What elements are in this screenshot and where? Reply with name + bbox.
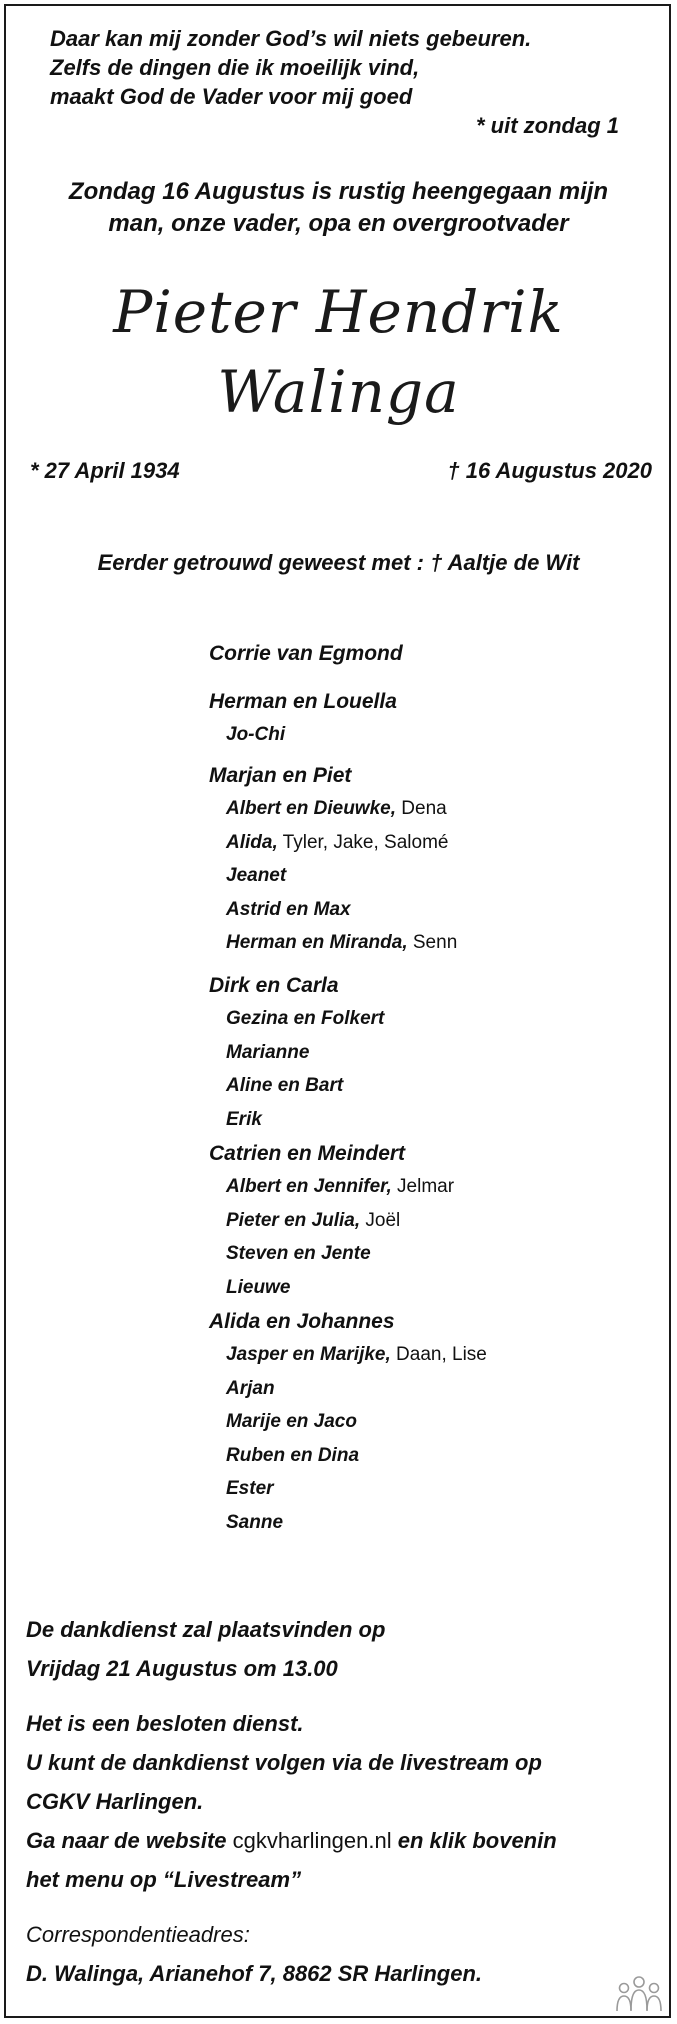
family-member [226,1075,343,1097]
family-member [226,1277,290,1299]
service-line: Vrijdag 21 Augustus om 13.00 [26,1656,338,1681]
member-children: Dena [396,798,447,819]
verse-line: Zelfs de dingen die ik moeilijk vind, [50,55,420,80]
service-line: het menu op “Livestream” [26,1867,302,1892]
announcement-line: Zondag 16 Augustus is rustig heengegaan mijn [68,178,609,205]
family-member [226,1243,371,1265]
family-member [226,899,351,921]
family-member [226,1512,283,1534]
service-text: en klik bovenin [391,1828,557,1853]
previous-marriage: Eerder getrouwd geweest met : † Aaltje de Wit [97,550,580,575]
member-name: Jeanet [226,865,287,886]
family-head: Catrien en Meindert [209,1142,406,1165]
service-text: Ga naar de website [26,1828,233,1853]
service-line: Het is een besloten dienst. [26,1711,304,1736]
member-name: Albert en Dieuwke, [226,798,396,819]
member-name: Steven en Jente [226,1243,371,1264]
family-head: Marjan en Piet [209,764,352,787]
member-name: Ruben en Dina [226,1444,360,1466]
verse-line: maakt God de Vader voor mij goed [50,84,413,109]
family-member [226,1210,400,1232]
deceased-name-last: Walinga [217,358,460,426]
member-name: Lieuwe [226,1276,291,1298]
family-member [226,832,448,854]
birth-date: * 27 April 1934 [30,458,180,483]
family-member [226,865,286,887]
family-member [226,1109,262,1131]
verse-line: Daar kan mij zonder God’s wil niets gebeuren. [50,26,532,51]
family-member [226,1042,309,1064]
family-member [226,1478,274,1500]
family-head: Dirk en Carla [209,974,339,997]
announcement-line: man, onze vader, opa en overgrootvader [108,210,569,237]
member-name: Pieter en Julia, [226,1209,361,1231]
member-children: Jelmar [391,1176,455,1197]
family-member [226,1008,384,1030]
family-member [226,724,285,746]
member-name: Jasper en Marijke, [226,1344,391,1365]
member-name: Aline en Bart [226,1075,344,1096]
announcement [0,176,677,240]
website-link[interactable]: cgkvharlingen.nl [232,1828,392,1853]
member-name: Alida, [226,831,278,853]
member-name: Astrid en Max [226,898,351,920]
family-member [226,1344,487,1366]
service-line: De dankdienst zal plaatsvinden op [26,1617,386,1642]
member-name: Albert en Jennifer, [226,1176,392,1197]
family-member [226,1176,454,1198]
death-date: † 16 Augustus 2020 [447,458,652,483]
member-children: Senn [407,932,458,953]
verse [50,24,531,111]
member-name: Marije en Jaco [226,1411,357,1432]
family-member [226,1378,275,1400]
family-spouse: Corrie van Egmond [209,642,403,665]
correspondence-label: Correspondentieadres: [26,1922,250,1947]
family-head: Herman en Louella [209,690,397,713]
verse-reference: * uit zondag 1 [476,113,619,138]
member-name: Ester [226,1478,274,1499]
service-line: U kunt de dankdienst volgen via de livestream op [26,1750,542,1775]
member-name: Arjan [226,1377,275,1399]
member-children: Daan, Lise [390,1344,487,1365]
member-name: Herman en Miranda, [226,932,408,953]
member-name: Erik [226,1108,262,1130]
family-head: Alida en Johannes [209,1310,395,1333]
member-name: Gezina en Folkert [226,1008,385,1029]
member-name: Marianne [226,1041,310,1063]
deceased-name-first: Pieter Hendrik [113,278,564,346]
family-member [226,1411,357,1433]
family-member [226,798,447,820]
people-group-icon [611,1974,667,2014]
service-line: CGKV Harlingen. [26,1789,204,1814]
family-member [226,1445,359,1467]
correspondence-address: D. Walinga, Arianehof 7, 8862 SR Harlingen. [26,1961,483,1986]
member-children: Tyler, Jake, Salomé [277,831,449,853]
member-name: Sanne [226,1511,284,1533]
service-line [26,1828,557,1854]
member-children: Joël [360,1209,401,1231]
member-name: Jo-Chi [226,724,286,745]
family-member [226,932,457,954]
